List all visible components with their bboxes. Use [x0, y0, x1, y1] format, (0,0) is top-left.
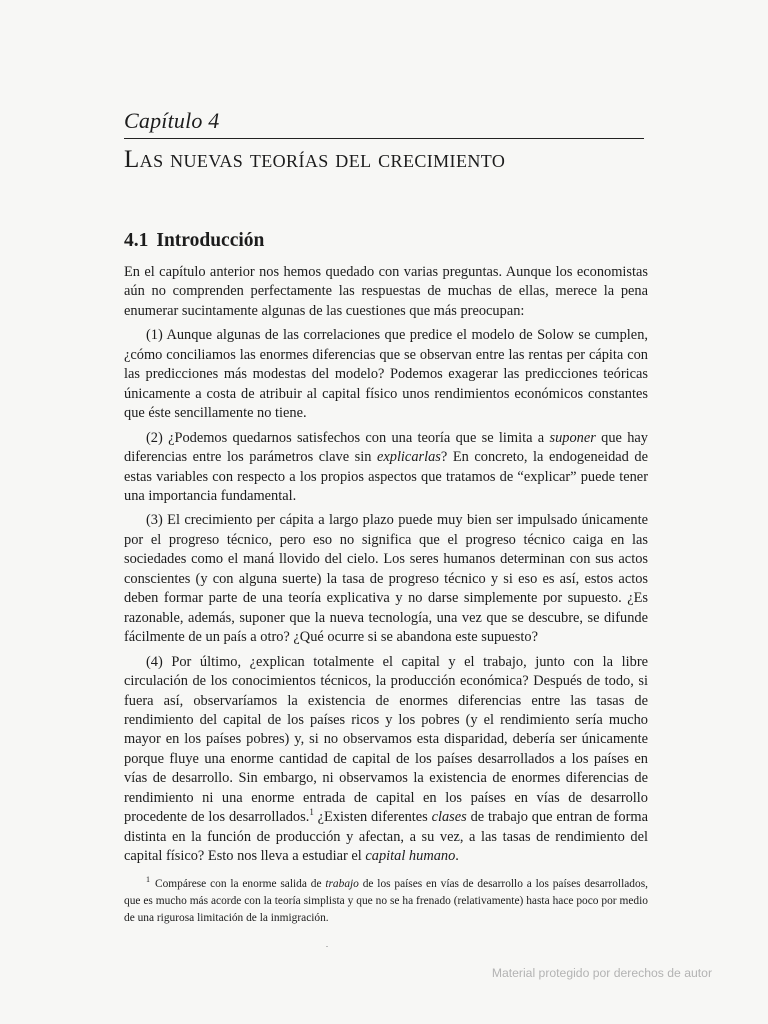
chapter-title: Las nuevas teorías del crecimiento: [124, 146, 506, 173]
footnote-reference[interactable]: 1: [309, 807, 314, 818]
footnote-mark: 1: [146, 875, 150, 885]
chapter-divider: [124, 138, 644, 139]
paragraph-1: (1) Aunque algunas de las correlaciones que predice el modelo de Solow se cumplen, ¿cómo conciliamos las enormes diferencias que se observan entre las rentas per cápita con las predicciones más modestas del modelo? Podemos exagerar las predicciones teóricas únicamente a costa de atribuir al capital físico unos rendimientos económicos constantes que éste sencillamente no tiene.: [124, 327, 648, 422]
paragraph-intro: En el capítulo anterior nos hemos quedado con varias preguntas. Aunque los economistas aún no comprenden perfectamente las respuestas de muchas de ellas, merece la pena enumerar sucintamente algunas de las cuestiones que más preocupan:: [124, 264, 648, 319]
footnote-text-a: Compárese con la enorme salida de: [155, 878, 326, 890]
chapter-label: Capítulo 4: [124, 108, 220, 133]
paragraph-4-emphasis-2: capital humano: [365, 848, 456, 865]
section-title: Introducción: [156, 230, 265, 251]
footnote: [124, 876, 648, 926]
paragraph-4-emphasis-1: clases: [431, 809, 467, 826]
paragraph-3: (3) El crecimiento per cápita a largo plazo puede muy bien ser impulsado únicamente por el progreso técnico, pero eso no significa que el progreso técnico caiga en las sociedades como el maná llovido del cielo. Los seres humanos determinan con sus actos conscientes (y con alguna suerte) la tasa de progreso técnico y si eso es así, estos actos deben formar parte de una teoría explicativa y no darse simplemente por supuesto. ¿Es razonable, además, suponer que la nueva tecnología, una vez que se descubre, se difunde fácilmente de un país a otro? ¿Qué ocurre si se abandona este supuesto?: [124, 512, 648, 646]
paragraph-4-text-a: (4) Por último, ¿explican totalmente el capital y el trabajo, junto con la libre circulación de los conocimientos técnicos, la producción económica? Después de todo, si fuera así, observaríamos la existencia de enormes diferencias entre las tasas de rendimiento del capital de los países ricos y los pobres (y el rendimiento sería mucho mayor en los países pobres) y, si no observamos esta disparidad, debería ser únicamente porque fluye una enorme cantidad de capital de los países desarrollados a los países en vías de desarrollo. Sin embargo, ni observamos la existencia de enormes diferencias de rendimiento ni una enorme entrada de capital en los países en vías de desarrollo procedente de los desarrollados.: [124, 653, 648, 826]
paragraph-2-text-a: (2) ¿Podemos quedarnos satisfechos con una teoría que se limita a: [146, 429, 550, 446]
page-speck: [326, 946, 328, 947]
footnote-text-b: de los países en vías de desarrollo a los países desarrollados, que es mucho más acorde con la teoría simplista y que no se ha frenado (relativamente) hasta hace poco por medio de una rigurosa limitación de la inmigración.: [124, 878, 648, 924]
section-number: 4.1: [124, 230, 149, 251]
footnote-emphasis: trabajo: [325, 878, 359, 890]
paragraph-2-emphasis-2: explicarlas: [376, 449, 441, 466]
paragraph-4-text-b: ¿Existen diferentes: [313, 809, 432, 826]
paragraph-4: [124, 653, 648, 867]
section-heading: [124, 230, 264, 252]
paragraph-2: [124, 429, 648, 507]
paragraph-2-text-b: que hay diferencias entre los parámetros clave sin: [124, 429, 648, 466]
paragraph-2-emphasis-1: suponer: [549, 429, 596, 446]
copyright-watermark: Material protegido por derechos de autor: [491, 966, 712, 980]
paragraph-4-text-c: de trabajo que entran de forma distinta en la función de producción y afectan, a su vez, a las tasas de rendimiento del capital físico? Esto nos lleva a estudiar el: [124, 809, 648, 865]
body-text: [124, 263, 648, 872]
paragraph-2-text-c: ? En concreto, la endogeneidad de estas variables con respecto a los propios aspectos que tratamos de “explicar” puede tener una importancia fundamental.: [124, 449, 648, 504]
paragraph-4-text-d: .: [455, 848, 459, 865]
